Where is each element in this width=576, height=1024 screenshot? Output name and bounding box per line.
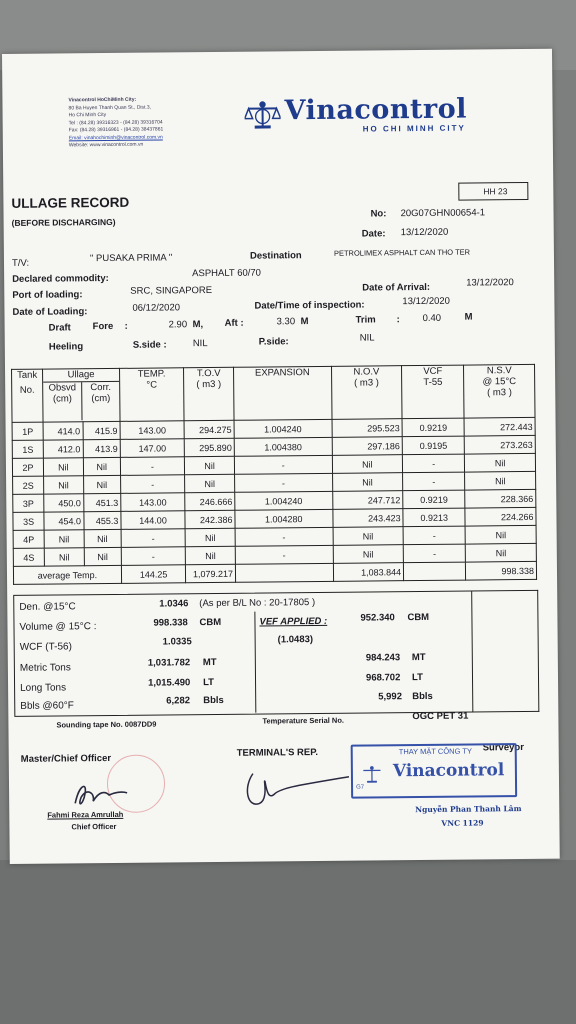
letterhead-email[interactable]: Email: vinahochiminh@vinacontrol.com.vn xyxy=(68,133,163,141)
volume2-unit: CBM xyxy=(407,611,430,624)
header-expansion xyxy=(234,366,332,420)
no-value: 20G07GHN00654-1 xyxy=(400,207,486,220)
header-nsv-unit: ( m3 ) xyxy=(486,387,512,399)
arrival-label: Date of Arrival: xyxy=(362,281,431,294)
cell-temp: 144.00 xyxy=(121,511,185,530)
ullage-table xyxy=(11,364,537,585)
totals-blank xyxy=(404,562,466,581)
header-temp-unit: °C xyxy=(146,379,158,391)
letterhead-line: Ho Chi Minh City xyxy=(68,112,107,119)
ogc-code: OGC PET 31 xyxy=(412,710,469,723)
cell-corr: Nil xyxy=(83,475,121,493)
header-temp-label: TEMP. xyxy=(137,368,166,380)
heeling-label: Heeling xyxy=(48,341,84,353)
cell-vcf: - xyxy=(403,526,465,545)
cell-tank: 1S xyxy=(12,440,43,458)
volume-label: Volume @ 15°C : xyxy=(19,621,97,633)
header-nov xyxy=(331,366,402,420)
loading-label: Date of Loading: xyxy=(12,306,88,318)
bbls-unit: Bbls xyxy=(203,694,224,707)
sside-label: S.side : xyxy=(132,339,167,351)
cell-corr: Nil xyxy=(83,457,121,475)
cell-corr: Nil xyxy=(84,547,122,565)
terminal-signature xyxy=(239,763,359,814)
surveyor-code: VNC 1129 xyxy=(441,818,484,828)
cell-expansion: 1.004240 xyxy=(234,419,332,438)
sside-value: NIL xyxy=(192,338,208,350)
officer-name: Fahmi Reza Amrullah xyxy=(47,809,124,820)
cell-obsvd: 412.0 xyxy=(43,440,83,458)
commodity-value: ASPHALT 60/70 xyxy=(192,267,262,280)
cell-vcf: 0.9219 xyxy=(402,418,464,437)
letterhead-line: Vinacontrol HoChiMinh City: xyxy=(68,96,137,104)
metric-tons-unit: MT xyxy=(202,656,217,669)
totals-nov: 1,083.844 xyxy=(333,563,404,582)
cell-vcf: - xyxy=(403,472,465,491)
den-note: (As per B/L No : 20-17805 ) xyxy=(199,597,316,610)
long-tons2-value: 968.702 xyxy=(365,672,401,684)
temp-serial: Temperature Serial No. xyxy=(262,715,345,726)
cell-tov: Nil xyxy=(185,546,235,564)
metric-tons2-value: 984.243 xyxy=(365,652,401,664)
vinacontrol-stamp xyxy=(351,743,518,799)
totals-nsv: 998.338 xyxy=(466,561,537,580)
date-label: Date: xyxy=(361,228,386,240)
metric-tons-value: 1,031.782 xyxy=(147,657,191,669)
header-nsv-sub: @ 15°C xyxy=(482,376,517,388)
volume2-value: 952.340 xyxy=(360,612,395,624)
cell-obsvd: 414.0 xyxy=(43,422,83,440)
cell-nsv: 228.366 xyxy=(465,489,536,508)
header-obsvd: Obsvd xyxy=(48,382,77,394)
cell-vcf: 0.9213 xyxy=(403,508,465,527)
bbls-label: Bbls @60°F xyxy=(20,700,74,712)
totals-temp: 144.25 xyxy=(121,565,185,584)
header-tov xyxy=(184,367,234,420)
fore-label: Fore xyxy=(92,320,114,333)
no-label: No: xyxy=(370,208,387,220)
cell-nov: 243.423 xyxy=(332,509,403,528)
stamp-top-text: THAY MẶT CÔNG TY xyxy=(398,746,472,757)
cell-tank: 3S xyxy=(13,512,44,530)
totals-row xyxy=(13,561,536,584)
volume-value: 998.338 xyxy=(153,617,188,629)
surveyor-name: Nguyễn Phan Thanh Lâm xyxy=(415,804,522,815)
cell-vcf: - xyxy=(403,544,465,563)
long-tons-value: 1,015.490 xyxy=(147,677,191,689)
cell-corr: 451.3 xyxy=(83,493,121,511)
cell-obsvd: 450.0 xyxy=(44,494,84,512)
logo-city-text: HO CHI MINH CITY xyxy=(362,123,466,134)
inspection-label: Date/Time of inspection: xyxy=(254,299,365,312)
header-temp xyxy=(119,368,184,422)
stamp-emblem-icon xyxy=(361,762,383,789)
cell-nov: 295.523 xyxy=(332,419,403,438)
bbls2-value: 5,992 xyxy=(378,691,403,703)
cell-tov: 242.386 xyxy=(185,510,235,528)
table-header-row xyxy=(12,364,535,422)
header-vcf xyxy=(402,365,465,419)
cell-nsv: Nil xyxy=(466,543,537,562)
header-cm1: (cm) xyxy=(52,393,72,405)
draft-label: Draft xyxy=(48,322,71,334)
officer-title: Chief Officer xyxy=(71,821,117,832)
cell-nov: 247.712 xyxy=(332,491,403,510)
cell-temp: 143.00 xyxy=(120,421,184,440)
trim-unit: M xyxy=(464,311,473,323)
cell-temp: 147.00 xyxy=(120,439,184,458)
cell-vcf: - xyxy=(402,454,464,473)
tv-label: T/V: xyxy=(11,257,30,269)
cell-expansion: 1.004380 xyxy=(234,437,332,456)
header-cm2: (cm) xyxy=(91,392,111,405)
cell-nov: Nil xyxy=(332,455,403,474)
summary-box xyxy=(13,591,473,717)
header-vcf-label: VCF xyxy=(423,365,443,377)
volume-unit: CBM xyxy=(199,616,222,629)
cell-tank: 4P xyxy=(13,530,44,548)
long-tons-unit: LT xyxy=(202,676,215,689)
cell-expansion: - xyxy=(234,455,332,474)
cell-expansion: 1.004240 xyxy=(235,491,333,510)
aft-label: Aft : xyxy=(224,317,244,329)
form-code-box xyxy=(458,182,528,201)
cell-obsvd: Nil xyxy=(44,548,84,566)
cell-tank: 1P xyxy=(12,422,43,440)
cell-expansion: - xyxy=(235,527,333,546)
cell-tank: 2S xyxy=(13,476,44,494)
letterhead-line: 80 Ba Huyen Thanh Quan St., Dist.3, xyxy=(68,104,152,111)
destination-label: Destination xyxy=(249,250,302,262)
letterhead-website: Website: www.vinacontrol.com.vn xyxy=(68,141,144,149)
summary-box-right xyxy=(470,590,539,713)
header-ullage xyxy=(43,368,120,422)
port-label: Port of loading: xyxy=(12,289,83,301)
cell-temp: - xyxy=(120,475,184,494)
fore-value: 2.90 xyxy=(168,319,188,331)
metric-tons-label: Metric Tons xyxy=(19,662,71,674)
den-value: 1.0346 xyxy=(159,598,189,610)
cell-tank: 3P xyxy=(13,494,44,512)
cell-corr: 455.3 xyxy=(83,511,121,529)
vef-label: VEF APPLIED : xyxy=(259,615,328,628)
cell-obsvd: Nil xyxy=(44,458,84,476)
bbls-value: 6,282 xyxy=(166,695,191,707)
pside-label: P.side: xyxy=(258,336,289,348)
cell-temp: - xyxy=(121,529,185,548)
cell-nov: 297.186 xyxy=(332,437,403,456)
cell-corr: 415.9 xyxy=(83,421,121,439)
cell-obsvd: 454.0 xyxy=(44,512,84,530)
header-nsv xyxy=(464,364,535,418)
cell-corr: Nil xyxy=(84,529,122,547)
cell-obsvd: Nil xyxy=(44,476,84,494)
wcf-value: 1.0335 xyxy=(162,636,192,648)
surveyor-label: Surveyor xyxy=(482,742,524,754)
cell-vcf: 0.9219 xyxy=(403,490,465,509)
header-no-label: No. xyxy=(19,384,35,396)
header-corr: Corr. xyxy=(90,381,112,394)
master-label: Master/Chief Officer xyxy=(20,752,112,765)
header-ullage-label: Ullage xyxy=(43,369,119,383)
arrival-value: 13/12/2020 xyxy=(466,277,514,289)
cell-nsv: Nil xyxy=(465,453,536,472)
logo-brand-text: Vinacontrol xyxy=(284,93,468,127)
page-title: ULLAGE RECORD xyxy=(11,194,130,211)
cell-nov: Nil xyxy=(333,527,404,546)
letterhead-line: Fax: (84.28) 39316961 - (84.28) 38437861 xyxy=(68,126,164,134)
long-tons2-unit: LT xyxy=(411,671,423,684)
trim-label: Trim xyxy=(355,314,376,326)
cell-temp: - xyxy=(120,457,184,476)
header-tov-unit: ( m3 ) xyxy=(196,378,222,391)
header-tank-label: Tank xyxy=(17,369,38,381)
stamp-brand: Vinacontrol xyxy=(392,760,505,782)
bbls2-unit: Bbls xyxy=(412,690,433,703)
date-value: 13/12/2020 xyxy=(400,226,449,239)
letterhead-address xyxy=(68,96,163,149)
cell-tov: Nil xyxy=(185,456,235,474)
den-label: Den. @15°C xyxy=(19,601,76,613)
totals-label: average Temp. xyxy=(13,565,121,584)
tv-value: " PUSAKA PRIMA " xyxy=(89,252,173,265)
cell-nsv: 273.263 xyxy=(465,435,536,454)
vef-value: (1.0483) xyxy=(277,634,314,646)
cell-expansion: - xyxy=(235,545,333,564)
cell-nsv: Nil xyxy=(465,525,536,544)
background-bottom xyxy=(0,860,576,1024)
aft-unit: M xyxy=(300,316,309,328)
header-nov-unit: ( m3 ) xyxy=(354,377,379,389)
cell-tov: Nil xyxy=(185,474,235,492)
cell-vcf: 0.9195 xyxy=(402,436,464,455)
form-code: HH 23 xyxy=(483,186,508,197)
letterhead-line: Tel : (84.28) 39316323 - (84.28) 39316704 xyxy=(68,118,163,126)
scales-emblem-icon xyxy=(244,96,280,130)
ullage-record-document xyxy=(2,49,560,864)
cell-temp: 143.00 xyxy=(121,493,185,512)
pside-value: NIL xyxy=(359,332,375,344)
cell-corr: 413.9 xyxy=(83,439,121,457)
wcf-label: WCF (T-56) xyxy=(19,641,72,653)
cell-temp: - xyxy=(121,547,185,566)
destination-value: PETROLIMEX ASPHALT CAN THO TER xyxy=(333,247,471,258)
cell-nov: Nil xyxy=(333,545,404,564)
cell-tov: 295.890 xyxy=(184,438,234,456)
header-tov-label: T.O.V xyxy=(196,367,221,380)
header-vcf-sub: T-55 xyxy=(423,376,443,388)
stamp-code: G7 xyxy=(356,784,365,791)
totals-blank xyxy=(235,563,333,582)
fore-unit: M, xyxy=(192,319,204,331)
header-expansion-label: EXPANSION xyxy=(254,367,310,379)
cell-tov: 294.275 xyxy=(184,420,234,438)
inspection-value: 13/12/2020 xyxy=(402,295,450,308)
cell-expansion: 1.004280 xyxy=(235,509,333,528)
cell-obsvd: Nil xyxy=(44,530,84,548)
trim-value: 0.40 xyxy=(422,312,442,324)
terminal-label: TERMINAL'S REP. xyxy=(236,746,319,759)
cell-tank: 4S xyxy=(13,548,44,566)
cell-tov: Nil xyxy=(185,528,235,546)
header-tank xyxy=(12,369,44,422)
cell-nov: Nil xyxy=(332,473,403,492)
commodity-label: Declared commodity: xyxy=(12,272,109,285)
fore-colon: : xyxy=(124,320,128,332)
totals-tov: 1,079.217 xyxy=(186,564,236,582)
cell-tov: 246.666 xyxy=(185,492,235,510)
aft-value: 3.30 xyxy=(276,316,296,328)
loading-value: 06/12/2020 xyxy=(132,302,181,314)
metric-tons2-unit: MT xyxy=(411,651,426,664)
long-tons-label: Long Tons xyxy=(20,682,67,694)
port-value: SRC, SINGAPORE xyxy=(130,284,213,297)
sounding-tape: Sounding tape No. 0087DD9 xyxy=(56,719,157,730)
page-subtitle: (BEFORE DISCHARGING) xyxy=(11,216,116,228)
vinacontrol-logo xyxy=(244,96,280,135)
header-nsv-label: N.S.V xyxy=(486,365,512,377)
cell-nsv: 224.266 xyxy=(465,507,536,526)
trim-colon: : xyxy=(396,314,400,326)
cell-nsv: 272.443 xyxy=(464,417,535,436)
cell-nsv: Nil xyxy=(465,471,536,490)
header-nov-label: N.O.V xyxy=(353,366,380,378)
cell-expansion: - xyxy=(235,473,333,492)
officer-signature xyxy=(65,773,135,814)
cell-tank: 2P xyxy=(12,458,43,476)
